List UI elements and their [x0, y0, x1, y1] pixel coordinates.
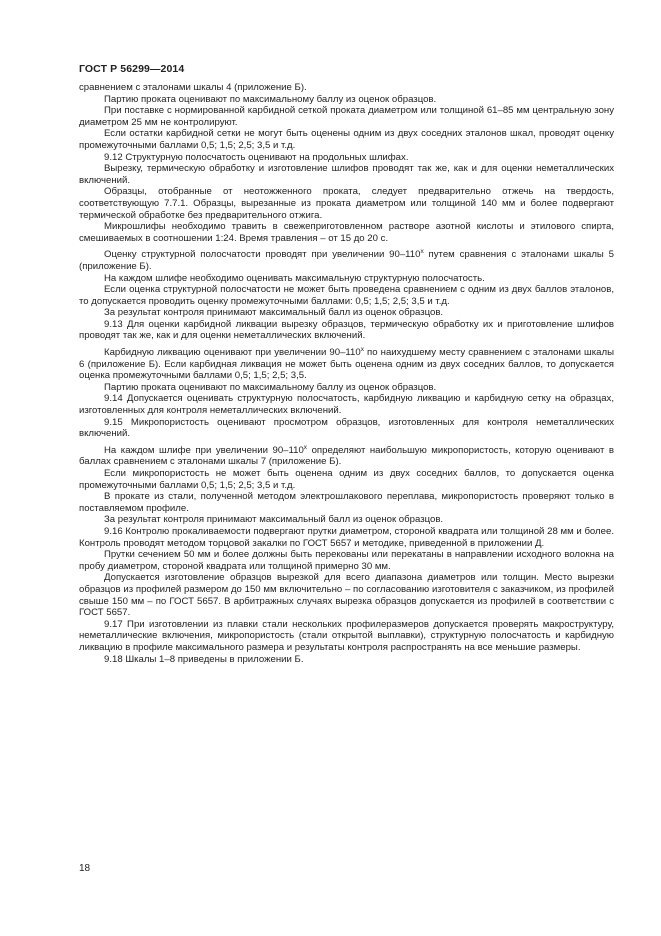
paragraph: Вырезку, термическую обработку и изготовление шлифов проводят так же, как и для оценки неметаллических включений.: [79, 163, 614, 186]
paragraph: [79, 347, 614, 382]
magnification-mark: х: [420, 248, 424, 256]
document-header: ГОСТ Р 56299—2014: [79, 63, 185, 75]
paragraph: Партию проката оценивают по максимальному баллу из оценок образцов.: [104, 381, 437, 393]
paragraph: 9.13 Для оценки карбидной ликвации вырезку образцов, термическую обработку их и приготовление шлифов проводят так же, как и для оценки неметаллических включений.: [79, 318, 614, 342]
paragraph-text: путем сравнения с эталонами шкалы 5 (приложение Б).: [79, 249, 614, 272]
paragraph: За результат контроля принимают максимальный балл из оценок образцов.: [104, 514, 444, 526]
paragraph: сравнением с эталонами шкалы 4 (приложение Б).: [79, 82, 307, 93]
paragraph: 9.16 Контролю прокаливаемости подвергают прутки диаметром, стороной квадрата или толщиной 28 мм и более. Контроль проводят методом торцовой закалки по ГОСТ 5657 и методике, приведенной в приложении Д.: [79, 525, 614, 549]
paragraph: Партию проката оценивают по максимальному баллу из оценок образцов.: [104, 93, 437, 105]
paragraph: Допускается изготовление образцов вырезкой для всего диапазона диаметров или толщин. Место вырезки образцов из профилей размером до 150 мм включительно – по согласованию изготовителя с заказчиком, из профилей свыше 150 мм – по ГОСТ 5657. В арбитражных случаях вырезка образцов допускается из профилей в соответствии с ГОСТ 5657.: [79, 572, 614, 619]
paragraph: Прутки сечением 50 мм и более должны быть перекованы или перекатаны в направлении исходного волокна на пробу диаметром, стороной квадрата или толщиной примерно 30 мм.: [79, 549, 614, 572]
paragraph-text: Оценку структурной полосчатости проводят при увеличении 90–110: [104, 249, 421, 261]
paragraph-text: Карбидную ликвацию оценивают при увеличении 90–110: [104, 347, 361, 359]
paragraph-text: по наихудшему месту сравнением с эталонами шкалы 6 (приложение Б). Если карбидная ликвация не может быть оценена одним из двух соседних баллов, то допускается оценка промежуточными баллами 0,5; 1,5; 2,5; 3,5.: [79, 347, 614, 382]
paragraph-text: определяют наибольшую микропористость, которую оценивают в баллах сравнением с эталонами шкалы 7 (приложение Б).: [79, 444, 615, 468]
page-number: 18: [79, 863, 91, 874]
paragraph: 9.17 При изготовлении из плавки стали нескольких профилеразмеров допускается проверять макроструктуру, неметаллические включения, микропористость (стали открытой выплавки), структурную полосчатость и карбидную ликвацию в профиле максимального размера и результаты контроля распространять на все меньшие размеры.: [79, 618, 614, 653]
paragraph-text: На каждом шлифе при увеличении 90–110: [104, 444, 304, 456]
paragraph: [79, 249, 614, 272]
paragraph: За результат контроля принимают максимальный балл из оценок образцов.: [104, 307, 444, 319]
paragraph: На каждом шлифе необходимо оценивать максимальную структурную полосчатость.: [104, 272, 485, 284]
paragraph: 9.15 Микропористость оценивают просмотром образцов, изготовленных для контроля неметаллических включений.: [79, 416, 614, 440]
document-body: [79, 82, 614, 665]
magnification-mark: х: [360, 346, 364, 354]
paragraph: [79, 445, 614, 468]
paragraph: Если оценка структурной полосчатости не может быть проведена сравнением с одним из двух баллов эталонов, то допускается проводить оценку промежуточными баллами: 0,5; 1,5; 2,5; 3,5 и т.д.: [79, 284, 614, 307]
paragraph: Если микропористость не может быть оценена одним из двух соседних баллов, то допускается оценка промежуточными баллами 0,5; 1,5; 2,5; 3,5 и т.д.: [79, 468, 614, 491]
paragraph: 9.12 Структурную полосчатость оценивают на продольных шлифах.: [104, 151, 409, 163]
paragraph: Микрошлифы необходимо травить в свежеприготовленном растворе азотной кислоты и этилового спирта, смешиваемых в соотношении 1:24. Время травления – от 15 до 20 с.: [79, 221, 614, 244]
paragraph: В прокате из стали, полученной методом электрошлакового переплава, микропористость проверяют только в поставляемом профиле.: [79, 491, 614, 514]
paragraph: 9.18 Шкалы 1–8 приведены в приложении Б.: [104, 653, 304, 665]
paragraph: При поставке с нормированной карбидной сеткой проката диаметром или толщиной 61–85 мм центральную зону диаметром 25 мм не контролируют.: [79, 105, 614, 128]
paragraph: Если остатки карбидной сетки не могут быть оценены одним из двух соседних эталонов шкал, проводят оценку промежуточными баллами 0,5; 1,5; 2,5; 3,5 и т.д.: [79, 128, 614, 151]
paragraph: Образцы, отобранные от неотожженного проката, следует предварительно отжечь на твердость, соответствующую 7.7.1. Образцы, вырезанные из проката диаметром или толщиной 140 мм и более подвергают термической обработке без предварительного отжига.: [79, 186, 614, 221]
magnification-mark: х: [303, 443, 308, 451]
paragraph: 9.14 Допускается оценивать структурную полосчатость, карбидную ликвацию и карбидную сетку на образцах, изготовленных для контроля неметаллических включений.: [79, 393, 614, 417]
